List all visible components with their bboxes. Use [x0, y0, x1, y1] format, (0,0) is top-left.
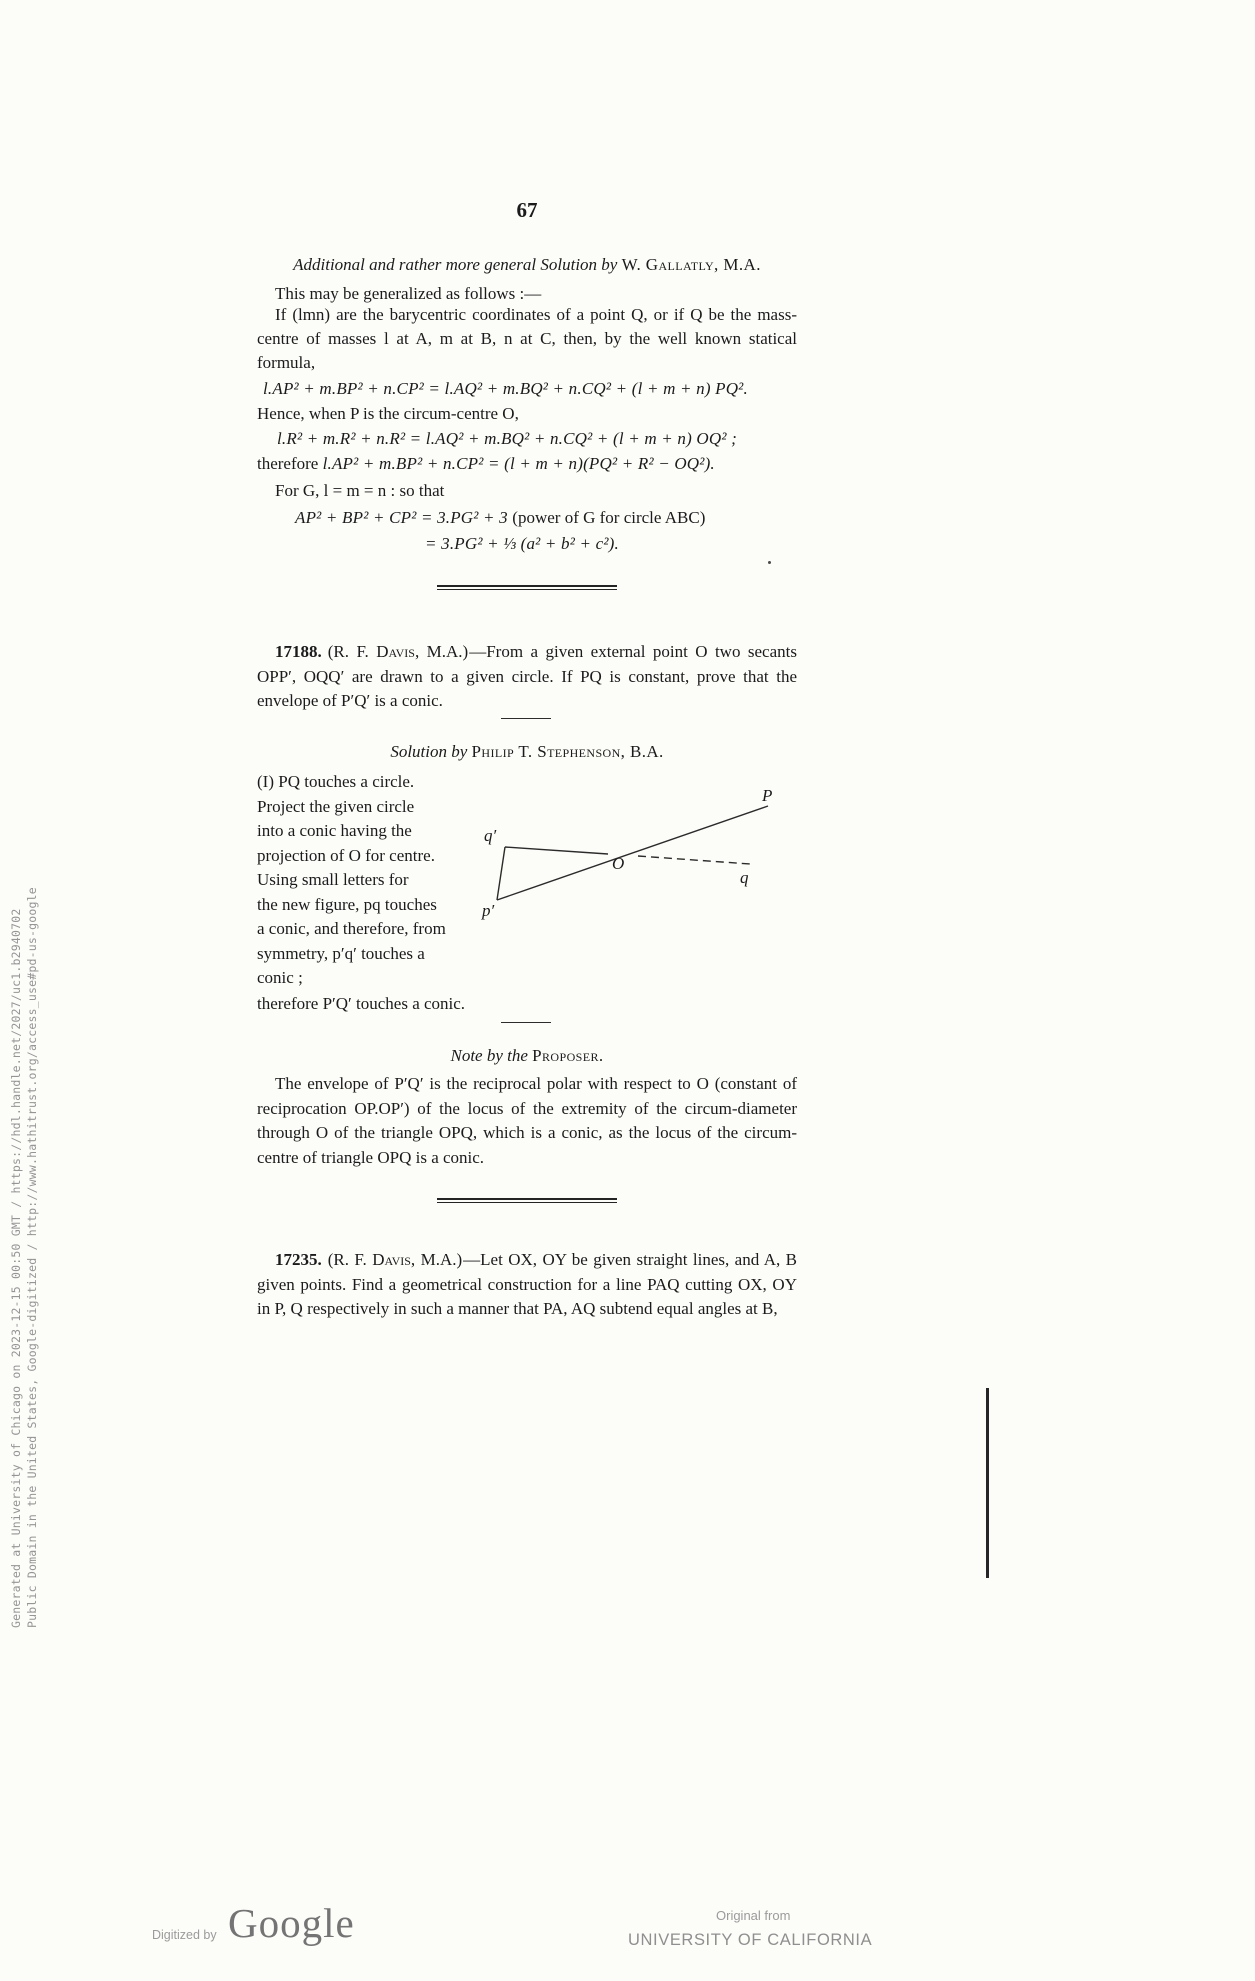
solution-author-name: Philip T. Stephenson, B.A. — [471, 742, 664, 761]
note-heading — [257, 1044, 797, 1069]
gallatly-heading — [257, 253, 797, 278]
institution-name: UNIVERSITY OF CALIFORNIA — [628, 1931, 873, 1949]
figure-label-q-prime: q′ — [484, 826, 497, 845]
figure-label-q: q — [740, 868, 749, 887]
solution-line: Project the given circle — [257, 796, 415, 816]
note-paragraph: The envelope of P′Q′ is the reciprocal polar with respect to O (constant of reciprocation OP.OP′) of the locus of the extremity of the circum-diameter through O of the triangle OPQ, which is a conic, as the locus of the circum-centre of triangle OPQ is a conic. — [257, 1074, 797, 1167]
solution-conclusion: therefore P′Q′ touches a conic. — [257, 994, 466, 1013]
solution-line: projection of O for centre. — [257, 845, 435, 865]
solution-heading — [257, 740, 797, 765]
marginalia-generated-line: Generated at University of Chicago on 2023-12-15 00:50 GMT / https://hdl.handle.net/2027/uc1.b2940702 — [9, 908, 23, 1628]
figure-line-O-to-q-dashed — [638, 856, 750, 864]
paragraph-for-g: For G, l = m = n : so that — [275, 481, 445, 500]
equation-ap2-line — [257, 506, 797, 531]
problem-17188-attribution: (R. F. Davis, M.A.) — [327, 642, 469, 661]
figure-line-p-prime-to-P — [497, 806, 768, 900]
solution-text-column — [257, 770, 471, 991]
problem-17188-number: 17188. — [275, 642, 322, 661]
digitized-by-label: Digitized by — [152, 1928, 217, 1942]
problem-17188-text: —From a given external point O two secants OPP′, OQQ′ are drawn to a given circle. If PQ is constant, prove that the envelope of P′Q′ is a conic. — [257, 642, 797, 710]
equation-one-third: = 3.PG² + ⅓ (a² + b² + c²). — [425, 534, 619, 553]
short-rule-divider — [501, 718, 551, 719]
solution-line: Using small letters for — [257, 870, 409, 889]
problem-17188 — [257, 640, 797, 714]
equation-ap2-math: AP² + BP² + CP² = 3.PG² + 3 — [295, 508, 513, 527]
problem-17235-attribution: (R. F. Davis, M.A.) — [327, 1250, 463, 1269]
problem-17235-number: 17235. — [275, 1250, 322, 1269]
problem-17235-text: —Let OX, OY be given straight lines, and A, B given points. Find a geometrical construction for a line PAQ cutting OX, OY in P, Q respectively in such a manner that PA, AQ subtend equal angles at B, — [257, 1250, 797, 1318]
scan-artifact-line — [986, 1388, 989, 1578]
figure-line-q-prime-to-p-prime — [497, 847, 505, 900]
gallatly-heading-text: Additional and rather more general Solution by — [293, 255, 618, 274]
digitization-marginalia — [8, 768, 40, 1628]
gallatly-author-name: W. Gallatly, M.A. — [621, 255, 761, 274]
figure-label-p-prime: p′ — [482, 901, 495, 920]
paragraph-generalized: This may be generalized as follows :— — [275, 284, 542, 303]
solution-line: the new figure, pq touches — [257, 894, 437, 914]
note-author-name: Proposer. — [532, 1046, 604, 1065]
note-by-text: Note by the — [450, 1046, 528, 1065]
figure-label-O: O — [612, 854, 625, 873]
solution-line: conic ; — [257, 968, 303, 987]
geometry-figure — [478, 785, 800, 927]
paragraph-hence: Hence, when P is the circum-centre O, — [257, 404, 519, 423]
equation-circumcentre: l.R² + m.R² + n.R² = l.AQ² + m.BQ² + n.CQ² + (l + m + n) OQ² ; — [277, 429, 737, 448]
google-wordmark: Google — [228, 1900, 355, 1946]
equation-ap2-note: (power of G for circle ABC) — [512, 508, 706, 527]
section-divider-double — [437, 585, 617, 590]
solution-line: into a conic having the — [257, 821, 412, 840]
original-from-label: Original from — [716, 1908, 791, 1923]
solution-line: (I) PQ touches a circle. — [257, 772, 415, 791]
problem-17235 — [257, 1248, 797, 1322]
figure-label-P: P — [762, 786, 773, 805]
page-number: 67 — [516, 198, 538, 222]
section-divider-double — [437, 1198, 617, 1203]
ink-spot — [768, 561, 771, 564]
equation-statical-formula: l.AP² + m.BP² + n.CP² = l.AQ² + m.BQ² + n.CQ² + (l + m + n) PQ². — [263, 379, 748, 398]
therefore-word: therefore — [257, 454, 319, 473]
figure-line-q-prime-to-O — [505, 847, 608, 854]
short-rule-divider — [501, 1022, 551, 1023]
marginalia-public-domain-line: Public Domain in the United States, Google-digitized / http://www.hathitrust.org/access_use#pd-us-google — [25, 887, 39, 1628]
solution-by-text: Solution by — [390, 742, 468, 761]
solution-line: a conic, and therefore, from — [257, 919, 446, 938]
paragraph-barycentric: If (lmn) are the barycentric coordinates of a point Q, or if Q be the mass-centre of masses l at A, m at B, n at C, then, by the well known statical formula, — [257, 305, 797, 372]
solution-line: symmetry, p′q′ touches a — [257, 943, 425, 963]
equation-therefore: l.AP² + m.BP² + n.CP² = (l + m + n)(PQ² + R² − OQ²). — [322, 454, 715, 473]
equation-therefore-line — [257, 452, 797, 477]
